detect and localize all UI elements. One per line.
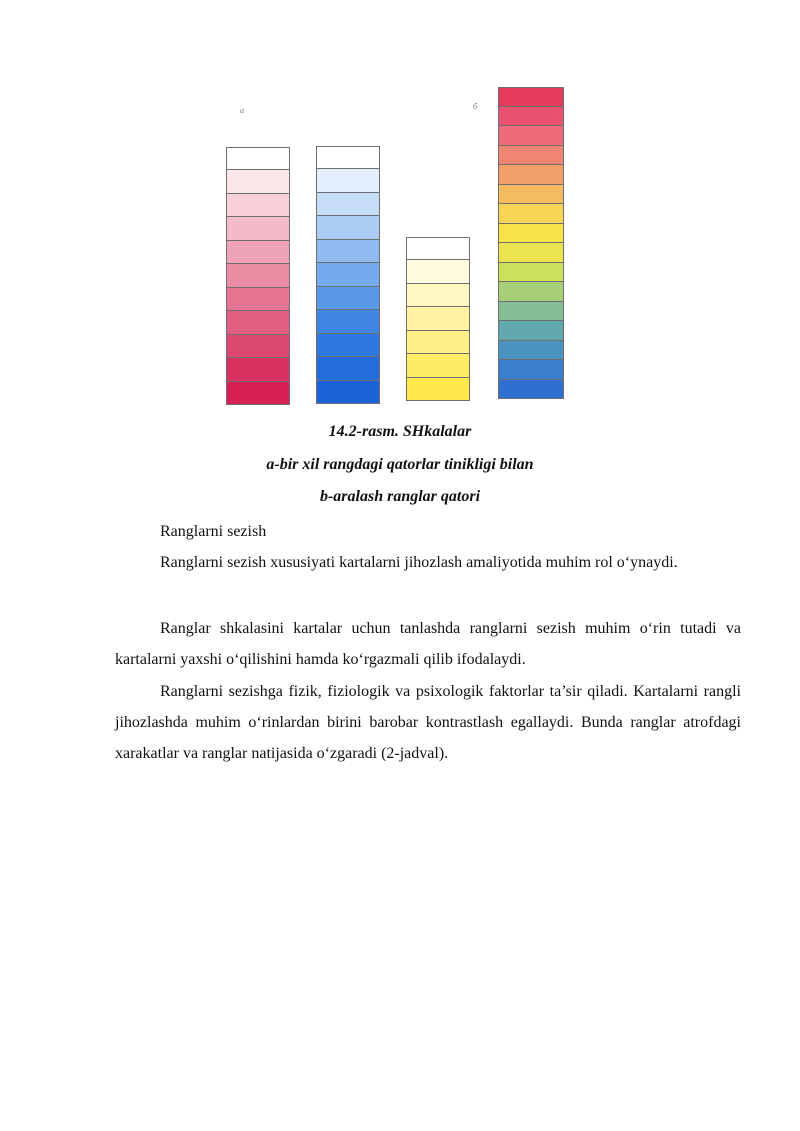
- red-scale-swatch: [226, 335, 290, 358]
- blue-scale-swatch: [316, 381, 380, 404]
- mixed-scale-swatch: [498, 87, 564, 107]
- yellow-scale-swatch: [406, 307, 470, 330]
- mixed-scale-swatch: [498, 263, 564, 283]
- blue-scale-swatch: [316, 216, 380, 239]
- red-scale-swatch: [226, 217, 290, 240]
- mixed-scale-swatch: [498, 126, 564, 146]
- red-scale-swatch: [226, 288, 290, 311]
- yellow-scale-swatch: [406, 260, 470, 283]
- mixed-scale-swatch: [498, 204, 564, 224]
- mixed-scale-swatch: [498, 321, 564, 341]
- blue-scale-swatch: [316, 263, 380, 286]
- mixed-scale-swatch: [498, 146, 564, 166]
- mixed-scale-swatch: [498, 165, 564, 185]
- blue-scale-swatch: [316, 146, 380, 169]
- blue-scale-swatch: [316, 357, 380, 380]
- figure-caption-b: b-aralash ranglar qatori: [319, 488, 481, 505]
- paragraph-3: Ranglarni sezishga fizik, fiziologik va psixologik faktorlar ta’sir qiladi. Kartalarni rangli jihozlashda muhim o‘rinlardan birini barobar kontrastlash egallaydi. Bunda ranglar atrofdagi xarakatlar va ranglar natijasida o‘zgaradi (2-jadval).: [115, 683, 741, 762]
- red-scale: [226, 147, 290, 405]
- blue-scale: [316, 146, 380, 404]
- figure-caption-a: a-bir xil rangdagi qatorlar tinikligi bilan: [266, 456, 534, 473]
- paragraph-1: Ranglarni sezish xususiyati kartalarni jihozlash amaliyotida muhim rol o‘ynaydi.: [160, 554, 678, 571]
- mixed-scale-swatch: [498, 380, 564, 400]
- yellow-scale-swatch: [406, 284, 470, 307]
- color-scales-figure: [190, 80, 600, 415]
- red-scale-swatch: [226, 311, 290, 334]
- mixed-scale: [498, 87, 564, 399]
- red-scale-swatch: [226, 147, 290, 170]
- yellow-scale-swatch: [406, 378, 470, 401]
- section-heading: Ranglarni sezish: [160, 523, 267, 540]
- panel-label-b: б: [473, 102, 478, 111]
- mixed-scale-swatch: [498, 360, 564, 380]
- yellow-scale-swatch: [406, 331, 470, 354]
- red-scale-swatch: [226, 194, 290, 217]
- mixed-scale-swatch: [498, 107, 564, 127]
- blue-scale-swatch: [316, 193, 380, 216]
- blue-scale-swatch: [316, 240, 380, 263]
- mixed-scale-swatch: [498, 302, 564, 322]
- red-scale-swatch: [226, 241, 290, 264]
- blue-scale-swatch: [316, 310, 380, 333]
- red-scale-swatch: [226, 358, 290, 381]
- blue-scale-swatch: [316, 169, 380, 192]
- yellow-scale-swatch: [406, 237, 470, 260]
- red-scale-swatch: [226, 382, 290, 405]
- mixed-scale-swatch: [498, 282, 564, 302]
- red-scale-swatch: [226, 170, 290, 193]
- figure-caption-title: 14.2-rasm. SHkalalar: [328, 423, 472, 440]
- mixed-scale-swatch: [498, 224, 564, 244]
- yellow-scale-swatch: [406, 354, 470, 377]
- yellow-scale: [406, 237, 470, 401]
- blue-scale-swatch: [316, 287, 380, 310]
- panel-label-a: a: [240, 106, 244, 115]
- blue-scale-swatch: [316, 334, 380, 357]
- mixed-scale-swatch: [498, 341, 564, 361]
- red-scale-swatch: [226, 264, 290, 287]
- paragraph-2: Ranglar shkalasini kartalar uchun tanlashda ranglarni sezish muhim o‘rin tutadi va kartalarni yaxshi o‘qilishini hamda ko‘rgazmali qilib ifodalaydi.: [115, 620, 741, 668]
- mixed-scale-swatch: [498, 243, 564, 263]
- mixed-scale-swatch: [498, 185, 564, 205]
